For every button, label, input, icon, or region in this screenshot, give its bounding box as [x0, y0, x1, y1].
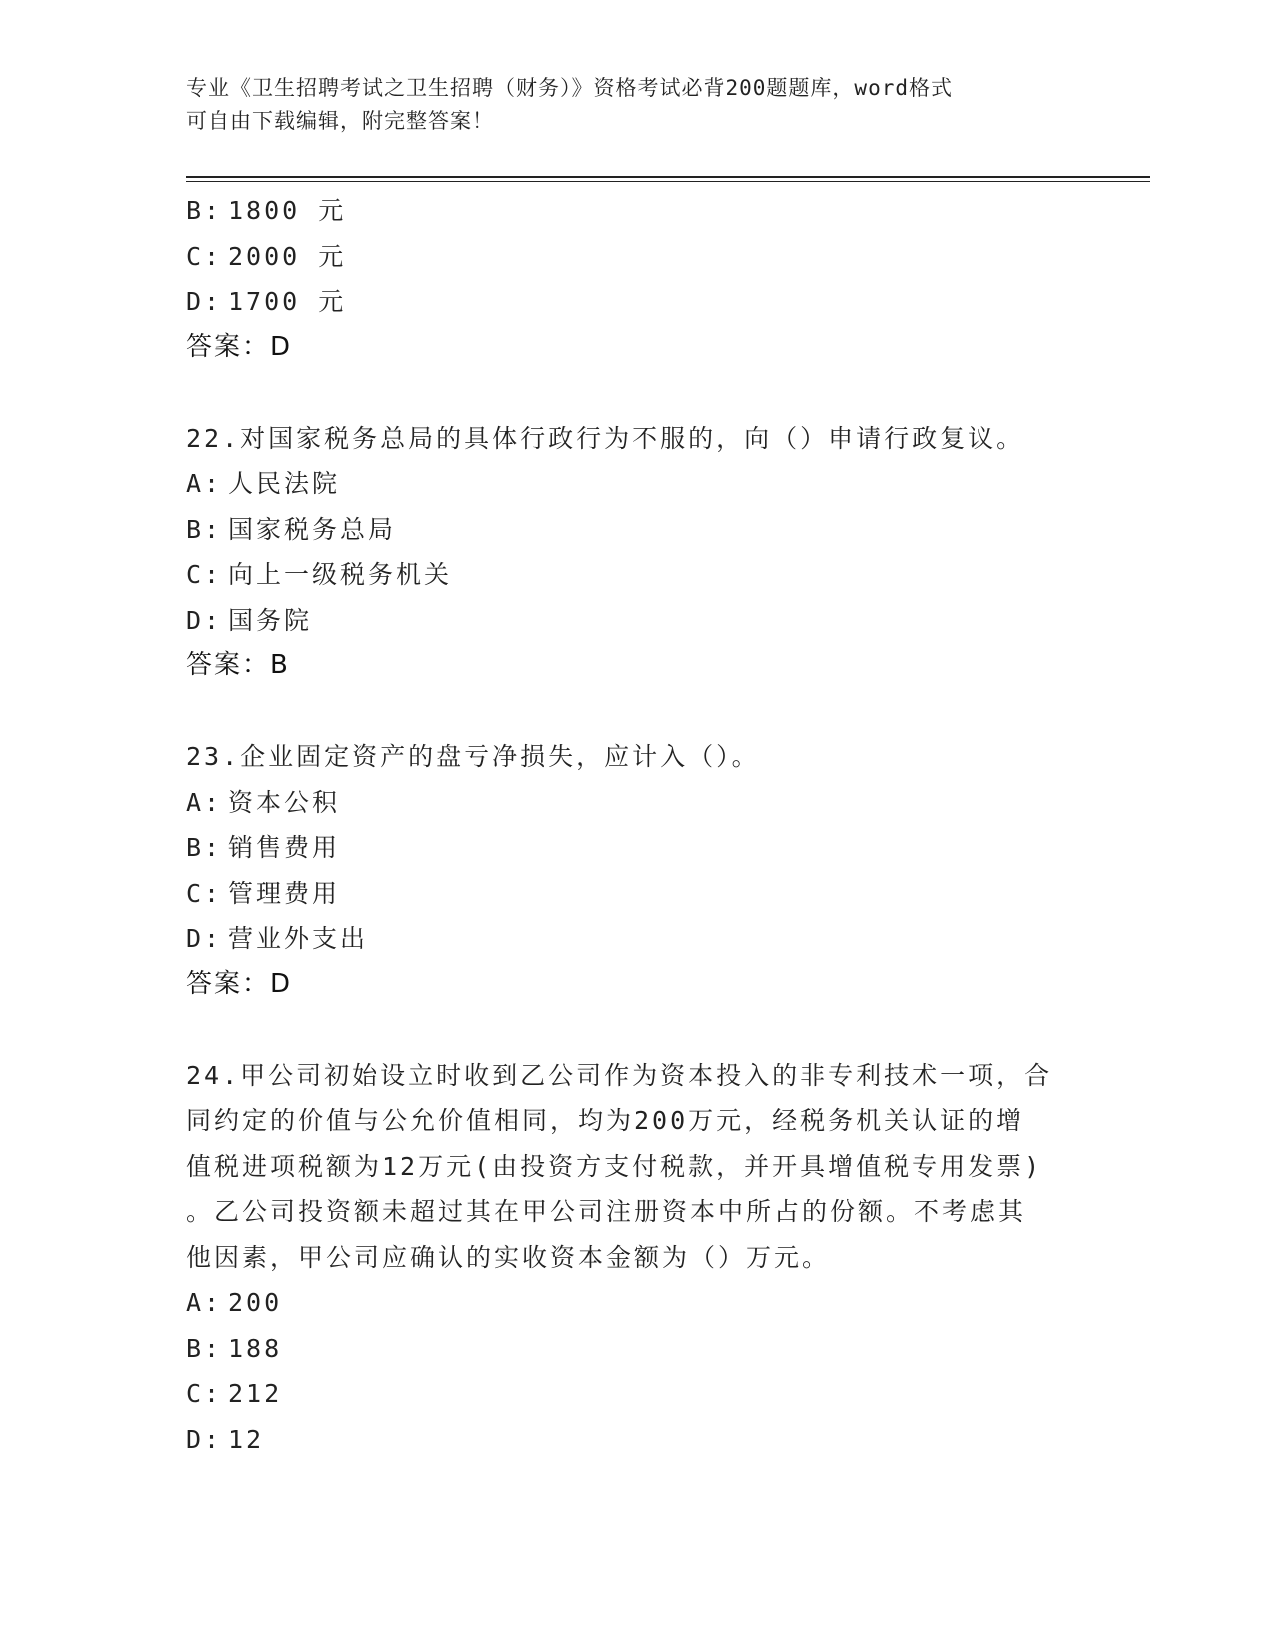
answer-label: 答案：B	[186, 650, 290, 680]
option-a: A: 人民法院	[186, 469, 341, 498]
header-rule-thin	[186, 181, 1150, 182]
option-d: D: 12	[186, 1424, 265, 1454]
option-c: C: 212	[186, 1379, 283, 1408]
question-stem-line: 值税进项税额为12万元(由投资方支付税款，并开具增值税专用发票)	[186, 1151, 1043, 1181]
question-stem-line: 24.甲公司初始设立时收到乙公司作为资本投入的非专利技术一项，合	[186, 1060, 1053, 1090]
header-rule-thick	[186, 176, 1150, 178]
question-stem-line: 同约定的价值与公允价值相同，均为200万元，经税务机关认证的增	[186, 1106, 1025, 1135]
question-24	[186, 1053, 1086, 1463]
question-22	[186, 416, 1086, 689]
question-21-tail	[186, 188, 1086, 370]
document-header	[186, 72, 1066, 138]
answer-label: 答案：D	[186, 331, 293, 362]
question-stem: 23.企业固定资产的盘亏净损失，应计入（）。	[186, 742, 760, 771]
question-stem-line: 他因素，甲公司应确认的实收资本金额为（）万元。	[186, 1242, 831, 1272]
answer-label: 答案：D	[186, 968, 293, 999]
option-c: C: 管理费用	[186, 878, 341, 908]
option-d: D: 国务院	[186, 605, 313, 635]
option-c: C: 向上一级税务机关	[186, 560, 453, 589]
option-b: B: 销售费用	[186, 833, 341, 862]
option-b: B: 188	[186, 1333, 283, 1363]
option-c: C: 2000 元	[186, 241, 347, 271]
header-line-2: 可自由下载编辑，附完整答案！	[186, 109, 494, 133]
option-b: B: 1800 元	[186, 196, 347, 225]
option-d: D: 营业外支出	[186, 924, 369, 953]
header-line-1: 专业《卫生招聘考试之卫生招聘（财务）》资格考试必背200题题库，word格式	[186, 76, 953, 100]
question-stem: 22.对国家税务总局的具体行政行为不服的，向（）申请行政复议。	[186, 423, 1025, 453]
question-stem-line: 。乙公司投资额未超过其在甲公司注册资本中所占的份额。不考虑其	[186, 1197, 1027, 1226]
question-list	[186, 188, 1086, 1462]
option-a: A: 200	[186, 1288, 283, 1317]
option-a: A: 资本公积	[186, 787, 341, 817]
question-23	[186, 734, 1086, 1007]
option-b: B: 国家税务总局	[186, 514, 397, 544]
option-d: D: 1700 元	[186, 287, 347, 316]
